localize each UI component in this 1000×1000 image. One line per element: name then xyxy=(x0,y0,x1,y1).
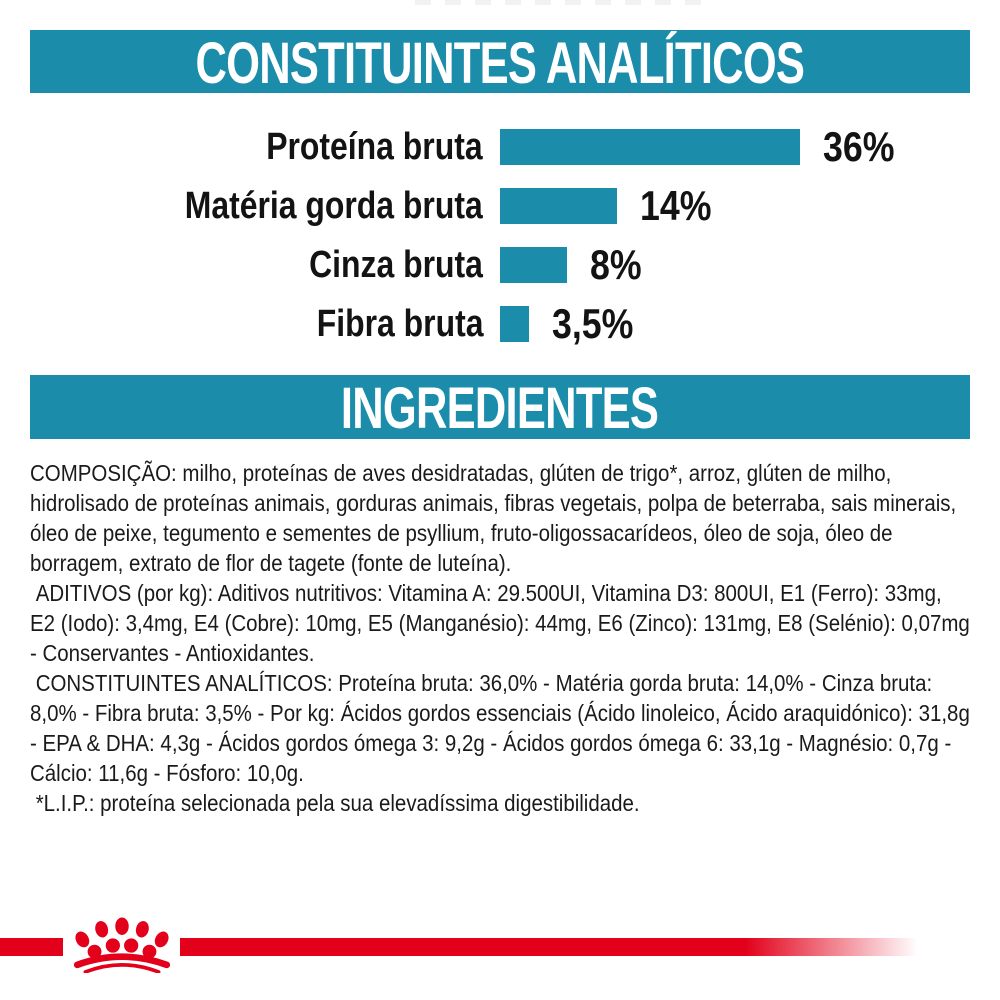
analytical-constituents-chart xyxy=(0,123,1000,364)
chart-bar xyxy=(500,247,567,283)
chart-bar xyxy=(500,188,617,224)
chart-value-label: 3,5% xyxy=(552,300,634,347)
chart-category-label: Proteína bruta xyxy=(266,126,483,168)
chart-row xyxy=(0,300,1000,347)
chart-category-label: Cinza bruta xyxy=(309,244,483,286)
section-header-constituintes xyxy=(30,30,970,96)
analytical-constituents-paragraph: CONSTITUINTES ANALÍTICOS: Proteína bruta: 36,0% - Matéria gorda bruta: 14,0% - Cinza bruta: 8,0% - Fibra bruta: 3,5% - Por kg: Ácidos gordos essenciais (Ácido linoleico, Ácido araquidónico): 31,8g - EPA & DHA: 4,3g - Ácidos gordos ómega 3: 9,2g - Ácidos gordos ómega 6: 33,1g - Magnésio: 0,7g - Cálcio: 11,6g - Fósforo: 10,0g. xyxy=(30,670,976,786)
chart-bar xyxy=(500,306,529,342)
chart-row xyxy=(0,241,1000,288)
cropped-text-artifact xyxy=(415,0,715,5)
brand-stripe-right xyxy=(180,938,933,956)
chart-value-label: 36% xyxy=(823,123,895,170)
section-title: CONSTITUINTES ANALÍTICOS xyxy=(195,30,805,96)
chart-row xyxy=(0,182,1000,229)
ingredients-text-block xyxy=(30,458,976,818)
chart-bar xyxy=(500,129,800,165)
chart-category-label: Matéria gorda bruta xyxy=(185,185,483,227)
section-title: INGREDIENTES xyxy=(341,376,659,441)
lip-footnote-paragraph: *L.I.P.: proteína selecionada pela sua elevadíssima digestibilidade. xyxy=(30,790,640,816)
chart-rows xyxy=(0,123,1000,347)
chart-value-label: 8% xyxy=(590,241,642,288)
chart-row xyxy=(0,123,1000,170)
chart-category-label: Fibra bruta xyxy=(316,303,483,345)
chart-value-label: 14% xyxy=(640,182,712,229)
additives-paragraph: ADITIVOS (por kg): Aditivos nutritivos: Vitamina A: 29.500UI, Vitamina D3: 800UI, E1 (Ferro): 33mg, E2 (Iodo): 3,4mg, E4 (Cobre): 10mg, E5 (Manganésio): 44mg, E6 (Zinco): 131mg, E8 (Selénio): 0,07mg - Conservantes - Antioxidantes. xyxy=(30,580,976,666)
section-header-ingredientes xyxy=(30,375,970,439)
composition-paragraph: COMPOSIÇÃO: milho, proteínas de aves desidratadas, glúten de trigo*, arroz, glúten de milho, hidrolisado de proteínas animais, gorduras animais, fibras vegetais, polpa de beterraba, sais minerais, óleo de peixe, tegumento e sementes de psyllium, fruto-oligossacarídeos, óleo de soja, óleo de borragem, extrato de flor de tagete (fonte de luteína). xyxy=(30,460,962,576)
royal-canin-crown-logo xyxy=(71,914,173,973)
brand-stripe-left xyxy=(0,938,63,956)
